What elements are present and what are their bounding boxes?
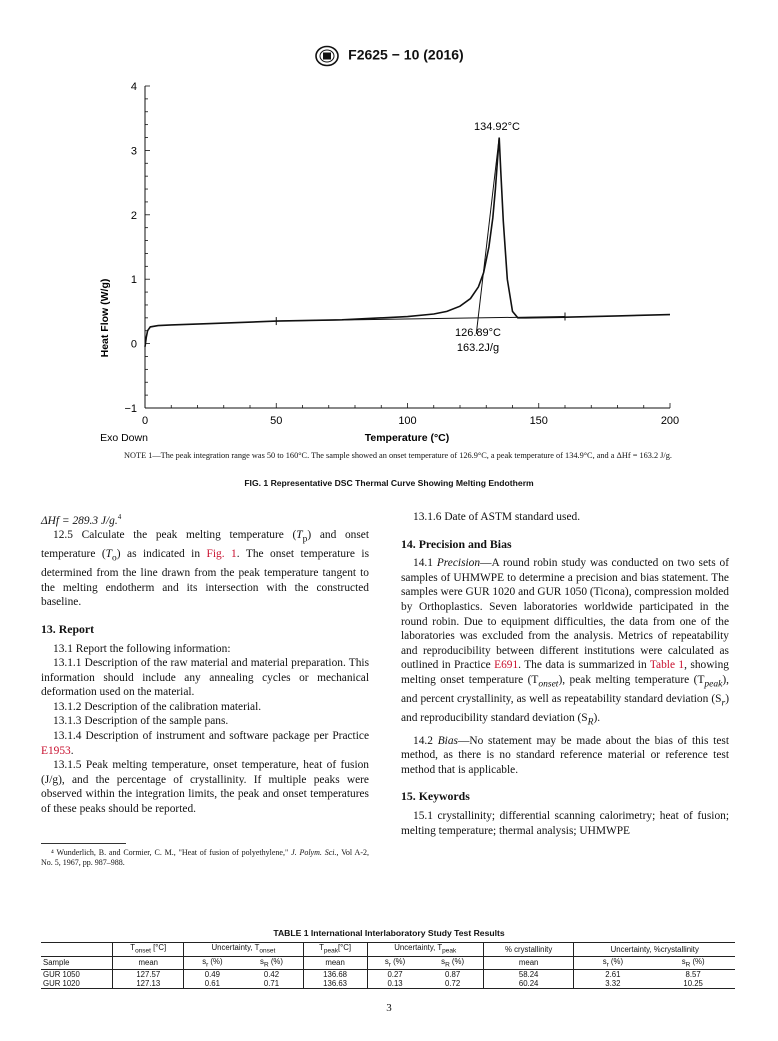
dsc-curve-line <box>145 138 670 347</box>
onset-annotation: 126.89°C <box>455 327 501 339</box>
x-tick-label: 150 <box>529 415 548 427</box>
y-tick-label: 1 <box>130 274 137 287</box>
footnote-4: ⁴ Wunderlich, B. and Cormier, C. M., "Heat of fusion of polyethylene," J. Polym. Sci., Vol A-2, No. 5, 1967, pp. 987–988. <box>41 847 369 867</box>
paragraph-13-1-5: 13.1.5 Peak melting temperature, onset temperature, heat of fusion (J/g), and the percentage of crystallinity. If multiple peaks were observed within the integration limits, the peak and onset temperatures of these peaks should be reported. <box>41 759 369 816</box>
y-tick-label: −1 <box>124 403 137 415</box>
table-row: GUR 1020 127.13 0.61 0.71 136.63 0.13 0.72 60.24 3.32 10.25 <box>41 979 735 989</box>
table-row: GUR 1050 127.57 0.49 0.42 136.68 0.27 0.87 58.24 2.61 8.57 <box>41 970 735 980</box>
y-tick-label: 2 <box>130 209 137 222</box>
section-13-heading: 13. Report <box>41 621 95 636</box>
figure-caption: FIG. 1 Representative DSC Thermal Curve Showing Melting Endotherm <box>244 478 534 488</box>
paragraph-15-1: 15.1 crystallinity; differential scanning calorimetry; heat of fusion; melting temperature; thermal analysis; UHMWPE <box>401 809 729 837</box>
x-axis-label: Temperature (°C) <box>364 432 450 444</box>
right-column <box>401 510 729 838</box>
e691-link[interactable]: E691 <box>494 659 519 672</box>
exo-down-label: Exo Down <box>100 432 148 444</box>
paragraph-13-1-3: 13.1.3 Description of the sample pans. <box>53 715 229 728</box>
paragraph-13-1-1: 13.1.1 Description of the raw material and material preparation. This information should include any annealing cycles or mechanical deformation used on the material. <box>41 657 369 699</box>
equation: ΔHf = 289.3 J/g.$^4$ <box>41 513 122 527</box>
paragraph-13-1: 13.1 Report the following information: <box>53 642 231 655</box>
x-tick-label: 50 <box>270 415 283 427</box>
onset-tangent-line <box>476 138 499 334</box>
e1953-link[interactable]: E1953 <box>41 744 71 757</box>
table-caption: TABLE 1 International Interlaboratory Study Test Results <box>273 928 505 938</box>
y-axis-label: Heat Flow (W/g) <box>99 278 111 358</box>
x-tick-label: 100 <box>398 415 417 427</box>
paragraph-12-5: 12.5 Calculate the peak melting temperature $(T_p)$ and onset temperature $(T_o)$ as indicated in Fig. 1. The onset temperature is determined from the line drawn from the peak temperature tangent to the melting endotherm and its intersection with the constructed baseline. <box>41 529 370 609</box>
table-1-link[interactable]: Table 1 <box>649 659 685 672</box>
paragraph-13-1-4: 13.1.4 Description of instrument and software package per Practice E1953. <box>41 730 369 757</box>
y-tick-label: 4 <box>130 81 137 93</box>
section-14-heading: 14. Precision and Bias <box>401 536 512 551</box>
x-tick-label: 0 <box>141 415 149 427</box>
fig-1-link[interactable]: Fig. 1 <box>206 548 237 561</box>
results-table <box>41 942 735 989</box>
paragraph-13-1-2: 13.1.2 Description of the calibration material. <box>53 700 262 713</box>
table-header-row: $T_{onset}$ [°C] Uncertainty, $T_{onset}$ $T_{peak}[^\circ C]$ Uncertainty, $T_{peak}$ % crystallinity Uncertainty, %crystallinity <box>41 943 735 957</box>
y-tick-label: 3 <box>130 145 137 158</box>
page-number: 3 <box>386 1002 392 1014</box>
y-tick-label: 0 <box>130 338 137 351</box>
peak-annotation: 134.92°C <box>474 121 520 133</box>
table-subheader-row: Sample mean $s_r$ (%) $s_R$ (%) mean $s_r$ (%) $s_R$ (%) mean $s_r$ (%) $s_R$ (%) <box>41 956 735 970</box>
left-column <box>41 510 369 868</box>
astm-logo-icon <box>314 45 340 67</box>
figure-note: NOTE 1—The peak integration range was 50 to 160°C. The sample showed an onset temperature of 126.9°C, a peak temperature of 134.9°C, and a ΔHf = 163.2 J/g. <box>124 451 672 460</box>
paragraph-13-1-6: 13.1.6 Date of ASTM standard used. <box>413 511 581 523</box>
footnote-rule <box>41 843 126 844</box>
enthalpy-annotation: 163.2J/g <box>456 342 500 354</box>
paragraph-14-1: 14.1 Precision—A round robin study was conducted on two sets of samples of UHMWPE to determine a precision and bias statement. The samples were GUR 1020 and GUR 1050 (Ticona), compression molded by Orthoplastics. Seven laboratories worldwide participated in the round robin. Due to equipment difficulties, the data from one of the laboratories was excluded from the analysis. Metrics of repeatability and reproducibility between different institutions were calculated as outlined in Practice E691. The data is summarized in Table 1, showing melting onset temperature $(T_{onset})$, peak melting temperature $(T_{peak})$, and percent crystallinity, as well as repeatability standard deviation $(S_r)$ and reproducibility standard deviation $(S_R)$. <box>401 557 730 727</box>
dsc-chart <box>0 78 778 446</box>
section-15-heading: 15. Keywords <box>401 789 470 804</box>
x-tick-label: 200 <box>660 415 680 427</box>
page-header <box>0 45 778 67</box>
designation: F2625 − 10 (2016) <box>348 46 464 63</box>
paragraph-14-2: 14.2 Bias—No statement may be made about the bias of this test method, as there is no standard reference material or reference test method that is applicable. <box>401 734 729 776</box>
